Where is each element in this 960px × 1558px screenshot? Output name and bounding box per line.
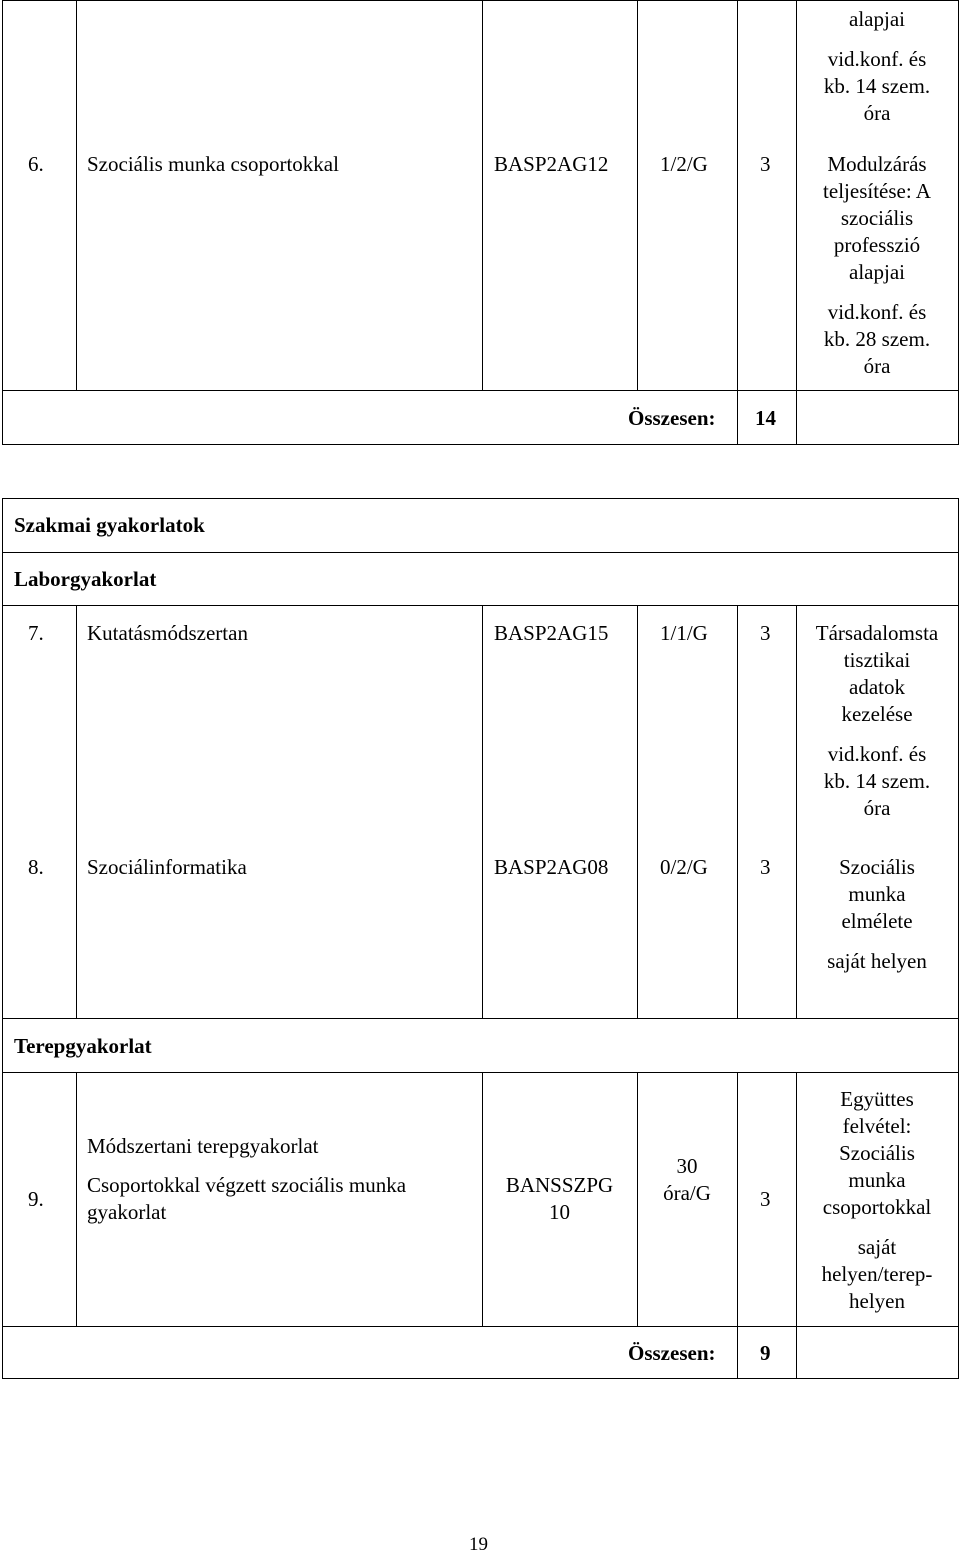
col-line — [637, 0, 638, 390]
requirement-text: alapjai — [849, 260, 905, 284]
col-line — [76, 605, 77, 1018]
requirement-text: kb. 14 szem. — [823, 74, 931, 98]
total-value: 9 — [760, 1341, 771, 1365]
requirement-text: vid.konf. és — [827, 742, 927, 766]
total-value: 14 — [755, 406, 776, 430]
course-name: Szociális munka csoportokkal — [87, 152, 339, 176]
row-number: 7. — [28, 621, 44, 645]
subsection-title: Laborgyakorlat — [14, 567, 157, 591]
course-credits: 3 — [760, 855, 771, 879]
requirement-text: szociális — [840, 206, 914, 230]
course-code-text: BANSSZPG — [505, 1173, 614, 1197]
requirement-text: óra — [863, 101, 891, 125]
course-hours: 1/1/G — [660, 621, 708, 645]
row-line — [2, 1072, 959, 1073]
subsection-title: Terepgyakorlat — [14, 1034, 152, 1058]
requirement-text: kb. 28 szem. — [823, 327, 931, 351]
requirement-text: felvétel: — [842, 1114, 912, 1138]
requirement-text: Modulzárás — [827, 152, 927, 176]
requirement-text: saját — [857, 1235, 897, 1259]
course-hours-text: óra/G — [663, 1181, 711, 1205]
row-line — [2, 1018, 959, 1019]
requirement-text: óra — [863, 796, 891, 820]
col-line — [637, 605, 638, 1018]
row-number: 6. — [28, 152, 44, 176]
course-code — [482, 1172, 637, 1226]
requirement-text: professzió — [833, 233, 921, 257]
col-line — [482, 0, 483, 390]
requirement-text: Szociális — [839, 855, 915, 879]
course-hours — [637, 1153, 737, 1207]
course-hours-text: 30 — [676, 1154, 698, 1178]
row-line — [2, 605, 959, 606]
course-credits: 3 — [760, 1187, 771, 1211]
col-line — [737, 0, 738, 445]
requirement-text: helyen — [849, 1289, 905, 1313]
requirement-text: kezelése — [841, 702, 913, 726]
requirement-cell — [796, 6, 958, 127]
course-credits: 3 — [760, 152, 771, 176]
col-line — [76, 1072, 77, 1326]
requirement-cell — [796, 854, 958, 975]
requirement-cell — [796, 620, 958, 822]
requirement-text: teljesítése: A — [823, 179, 931, 203]
col-line — [482, 605, 483, 1018]
requirement-cell — [796, 1086, 958, 1315]
requirement-text: csoportokkal — [822, 1195, 932, 1219]
requirement-text: adatok — [849, 675, 905, 699]
row-line — [2, 390, 959, 391]
row-line — [2, 1326, 959, 1327]
course-name: Módszertani terepgyakorlat — [87, 1134, 319, 1158]
page-number: 19 — [469, 1534, 488, 1555]
col-line — [737, 1072, 738, 1379]
col-line — [737, 605, 738, 1018]
course-code: BASP2AG15 — [494, 621, 609, 645]
row-number: 8. — [28, 855, 44, 879]
course-name: gyakorlat — [87, 1200, 167, 1224]
requirement-text: kb. 14 szem. — [823, 769, 931, 793]
course-hours: 1/2/G — [660, 152, 708, 176]
course-code: BASP2AG08 — [494, 855, 609, 879]
course-name: Szociálinformatika — [87, 855, 247, 879]
requirement-cell — [796, 151, 958, 380]
course-name: Kutatásmódszertan — [87, 621, 248, 645]
total-label: Összesen: — [628, 1341, 716, 1365]
requirement-text: vid.konf. és — [827, 47, 927, 71]
requirement-text: tisztikai — [843, 648, 911, 672]
requirement-text: alapjai — [849, 7, 905, 31]
course-hours: 0/2/G — [660, 855, 708, 879]
course-credits: 3 — [760, 621, 771, 645]
row-number: 9. — [28, 1187, 44, 1211]
course-name: Csoportokkal végzett szociális munka — [87, 1173, 407, 1197]
row-line — [2, 552, 959, 553]
requirement-text: Együttes — [840, 1087, 914, 1111]
section-title: Szakmai gyakorlatok — [14, 513, 205, 537]
requirement-text: vid.konf. és — [827, 300, 927, 324]
requirement-text: munka — [848, 1168, 906, 1192]
col-line — [76, 0, 77, 390]
requirement-text: elmélete — [841, 909, 913, 933]
requirement-text: óra — [863, 354, 891, 378]
requirement-text: munka — [848, 882, 906, 906]
requirement-text: saját helyen — [827, 949, 927, 973]
requirement-text: Szociális — [839, 1141, 915, 1165]
requirement-text: helyen/terep- — [821, 1262, 933, 1286]
course-code: BASP2AG12 — [494, 152, 609, 176]
course-code-text: 10 — [549, 1200, 570, 1224]
total-label: Összesen: — [628, 406, 716, 430]
requirement-text: Társadalomsta — [815, 621, 939, 645]
